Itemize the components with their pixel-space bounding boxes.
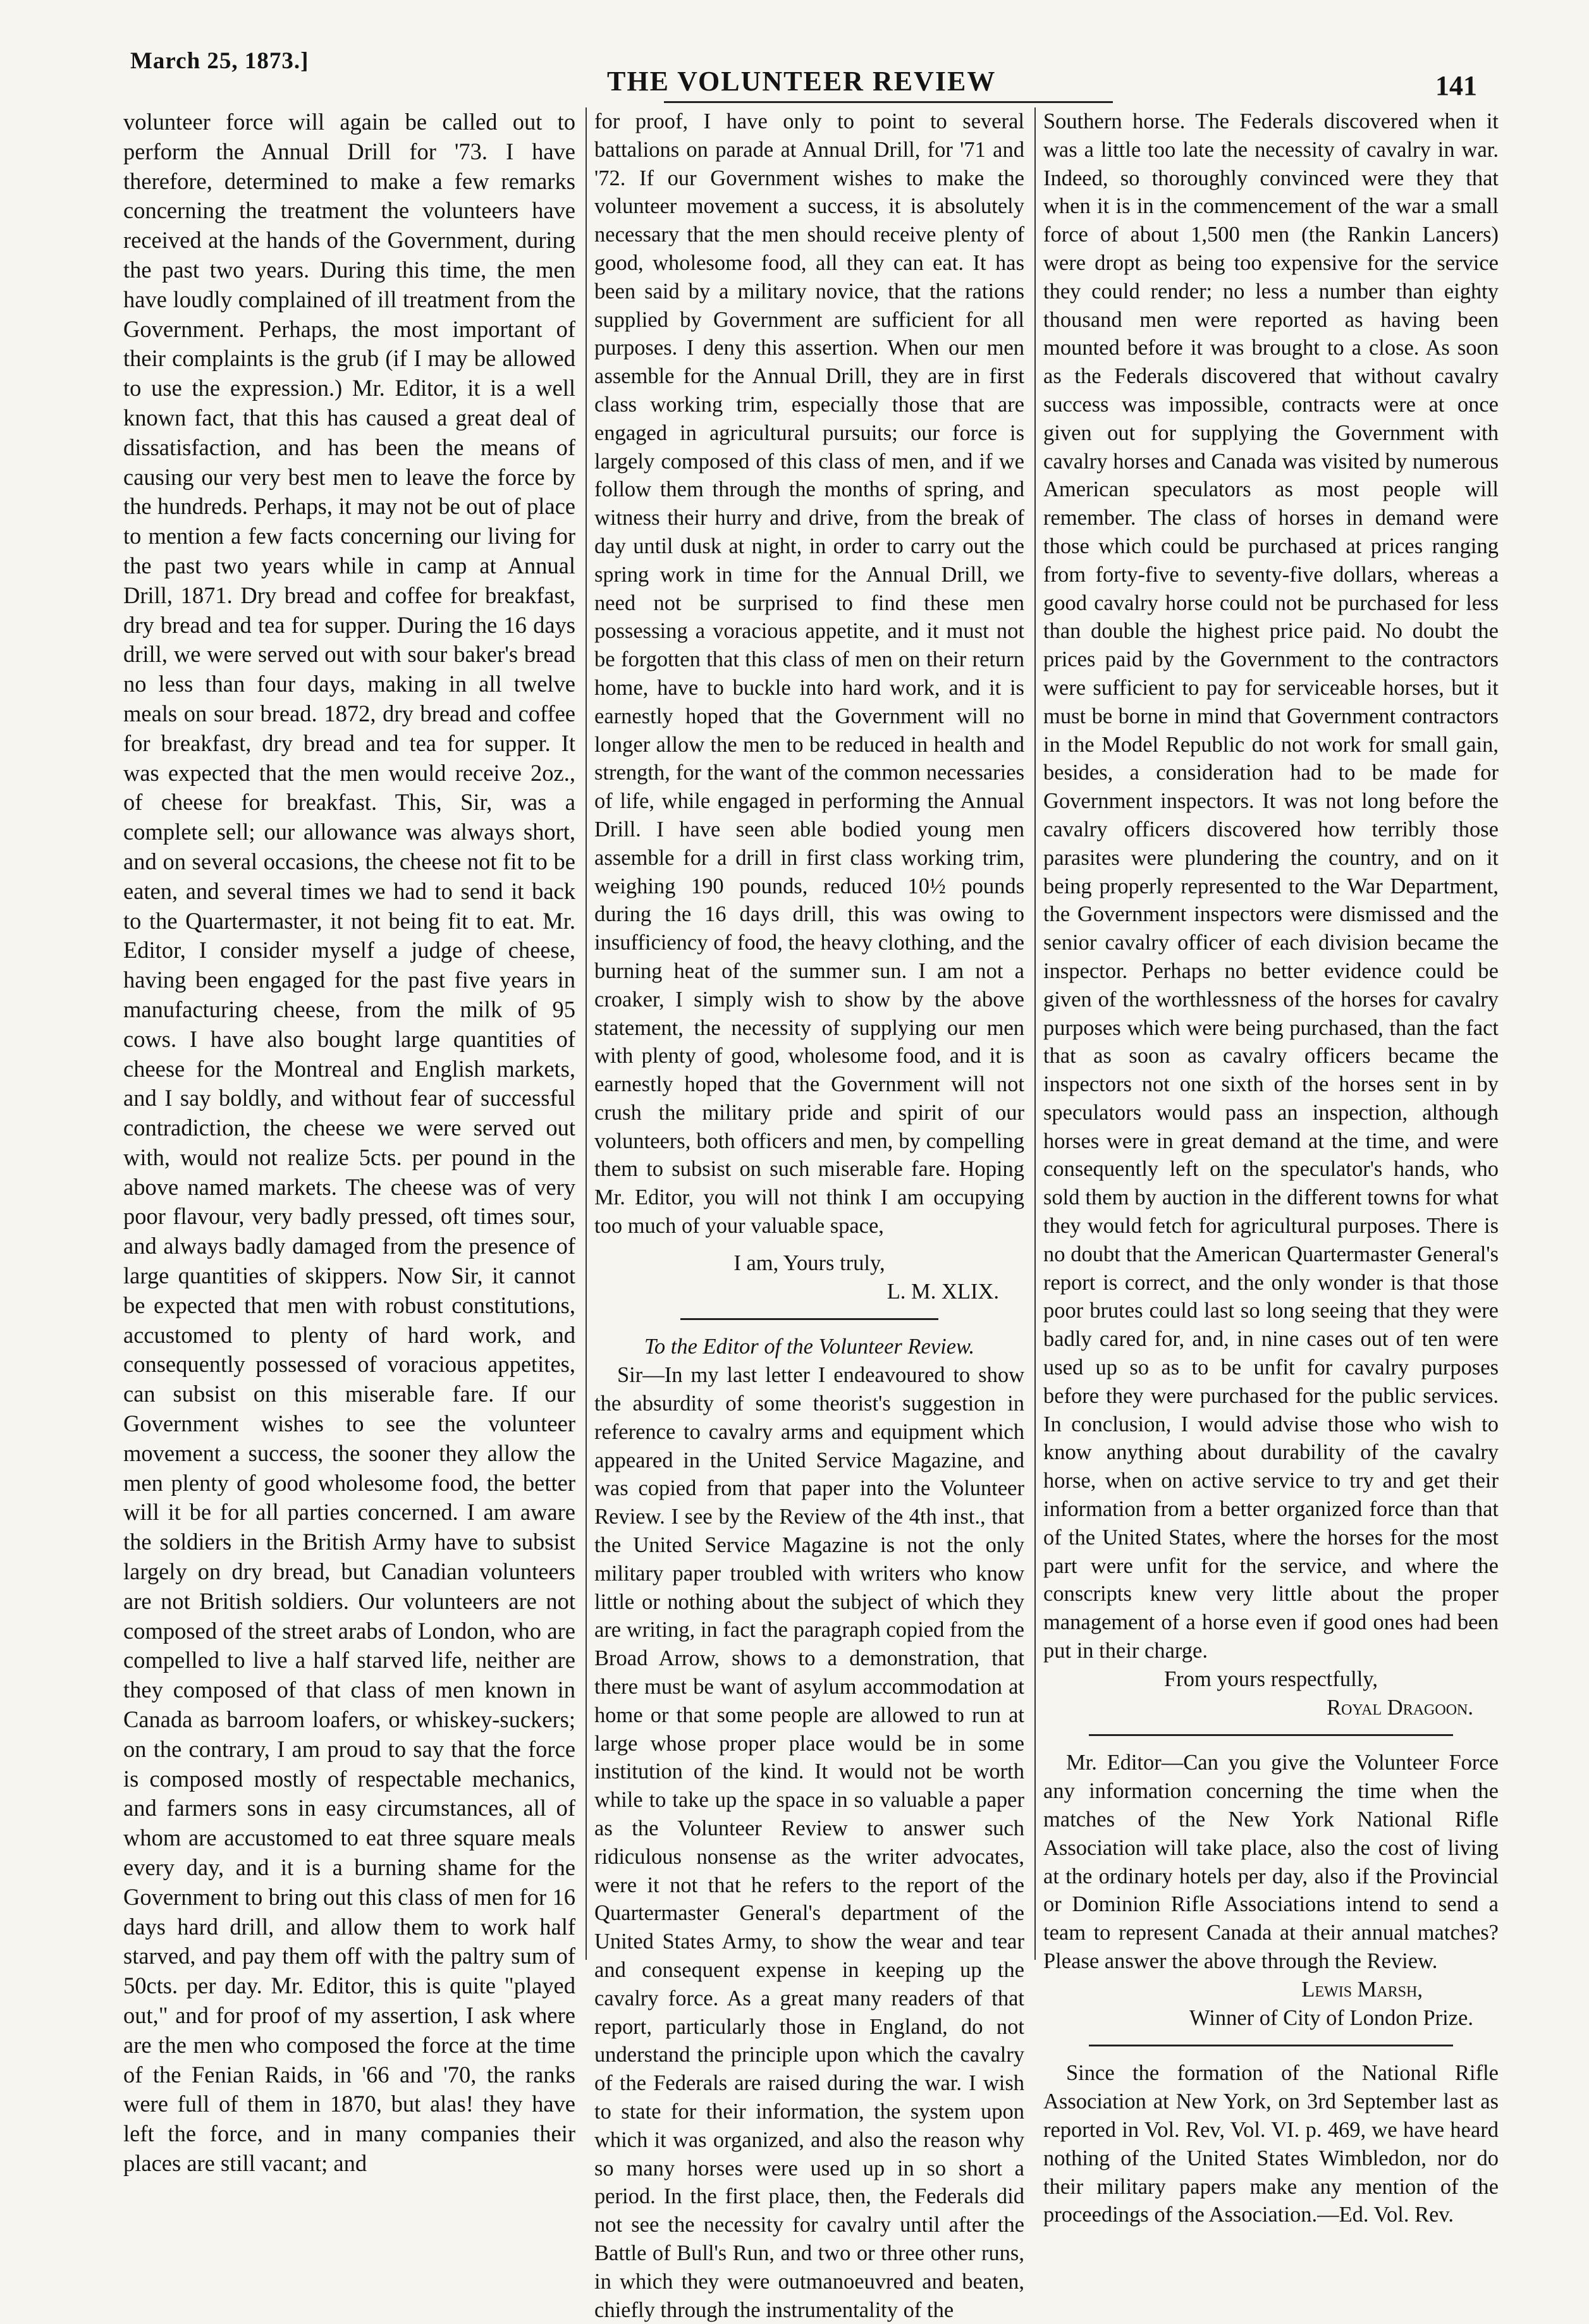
letter-2-body-part-2: Southern horse. The Federals discovered when it was a little too late the necessity of cavalry in war. Indeed, so thoroughly convinced were they that when it is in the commencement of the war a small force of about 1,500 men (the Rankin Lancers) were dropt as being too expensive for the service they could render; no less a number than eighty thousand men were reported as having been mounted before it was brought to a close. As soon as the Federals discovered that without cavalry success was impossible, contracts were at once given out for supplying the Government with cavalry horses and Canada was visited by numerous American speculators as most people will remember. The class of horses in demand were those which could be purchased at prices ranging from forty-five to seventy-five dollars, whereas a good cavalry horse could not be purchased for less than double the highest price paid. No doubt the prices paid by the Government to the contractors were sufficient to pay for serviceable horses, but it must be borne in mind that Government contractors in the Model Republic do not work for small gain, besides, a consideration had to be made for Government inspectors. It was not long before the cavalry officers discovered how terribly those parasites were plundering the country, and on it being properly represented to the War Department, the Government inspectors were dismissed and the senior cavalry officer of each division became the inspector. Perhaps no better evidence could be given of the worthlessness of the horses for cavalry purposes which were being purchased, than the fact that as soon as cavalry officers became the inspectors not one sixth of the horses sent in by speculators would pass an inspection, although horses were in great demand at the time, and were consequently left on the speculator's hands, who sold them by auction in the different towns for what they would fetch for agricultural purposes. There is no doubt that the American Quartermaster General's report is correct, and the only wonder is that those poor brutes could last so long seeing that they were badly cared for, and, in nine cases out of ten were used up so as to be unfit for cavalry purposes before they were purchased for the public services. In conclusion, I would advise those who wish to know anything about durability of the cavalry horse, when on active service to try and get their information from a better organized force than that of the United States, where the horses for the most part were unfit for the service, and where the conscripts knew very little about the proper management of a horse even if good ones had been put in their charge.: [1043, 109, 1499, 1663]
page-number: 141: [1435, 70, 1477, 101]
publication-title: THE VOLUNTEER REVIEW: [607, 66, 997, 97]
letter-1-body-part-1: volunteer force will again be called out to perform the Annual Drill for '73. I have therefore, determined to make a few remarks concerning the treatment the volunteers have received at the hands of the Government, during the past two years. During this time, the men have loudly complained of ill treatment from the Government. Perhaps, the most important of their complaints is the grub (if I may be allowed to use the expression.) Mr. Editor, it is a well known fact, that this has caused a great deal of dissatisfaction, and has been the means of causing our very best men to leave the force by the hundreds. Perhaps, it may not be out of place to mention a few facts concerning our living for the past two years while in camp at Annual Drill, 1871. Dry bread and coffee for breakfast, dry bread and tea for supper. During the 16 days drill, we were served out with sour baker's bread no less than four days, making in all twelve meals on sour bread. 1872, dry bread and coffee for breakfast, dry bread and tea for supper. It was expected that the men would receive 2oz., of cheese for breakfast. This, Sir, was a complete sell; our allowance was always short, and on several occasions, the cheese not fit to be eaten, and several times we had to send it back to the Quartermaster, it not being fit to eat. Mr. Editor, I consider myself a judge of cheese, having been engaged for the past five years in manufacturing cheese, from the milk of 95 cows. I have also bought large quantities of cheese for the Montreal and English markets, and I say boldly, and without fear of successful contradiction, the cheese we were served out with, would not realize 5cts. per pound in the above named markets. The cheese was of very poor flavour, very badly pressed, oft times sour, and always badly damaged from the presence of large quantities of skippers. Now Sir, it cannot be expected that men with robust constitutions, accustomed to plenty of hard work, and consequently possessed of voracious appetites, can subsist on this miserable fare. If our Government wishes to see the volunteer movement a success, the sooner they allow the men plenty of good wholesome food, the better will it be for all parties concerned. I am aware the soldiers in the British Army have to subsist largely on dry bread, but Canadian volunteers are not British soldiers. Our volunteers are not composed of the street arabs of London, who are compelled to live a half starved life, neither are they composed of that class of men known in Canada as barroom loafers, or whiskey-suckers; on the contrary, I am proud to say that the force is composed mostly of respectable mechanics, and farmers sons in easy circumstances, all of whom are accustomed to eat three square meals every day, and it is a burning shame for the Government to bring out this class of men for 16 days hard drill, and allow them to work half starved, and pay them off with the paltry sum of 50cts. per day. Mr. Editor, this is quite "played out," and for proof of my assertion, I ask where are the men who composed the force at the time of the Fenian Raids, in '66 and '70, the ranks were full of them in 1870, but alas! they have left the force, and in many companies their places are still vacant; and: [123, 109, 575, 2176]
section-rule-2: [1089, 1734, 1453, 1736]
column-1: [123, 107, 575, 2176]
letter-2-signature: Royal Dragoon.: [1327, 1695, 1473, 1720]
page-header: [0, 0, 1589, 101]
letter-2-sign-off: From yours respectfully,: [1164, 1667, 1378, 1691]
letter-3-signature-title: Winner of City of London Prize.: [1189, 2005, 1473, 2030]
column-divider-2: [1034, 107, 1036, 1960]
column-3: [1043, 107, 1499, 2227]
letter-1-body-part-2: for proof, I have only to point to several battalions on parade at Annual Drill, for '71 and '72. If our Government wishes to make the volunteer movement a success, it is absolutely necessary that the men should receive plenty of good, wholesome food, all they can eat. It has been said by a military novice, that the rations supplied by Government are sufficient for all purposes. I deny this assertion. When our men assemble for the Annual Drill, they are in first class working trim, especially those that are engaged in agricultural pursuits; our force is largely composed of this class of men, and if we follow them through the months of spring, and witness their hurry and drive, from the break of day until dusk at night, in order to carry out the spring work in time for the Annual Drill, we need not be surprised to find these men possessing a voracious appetite, and it must not be forgotten that this class of men on their return home, have to buckle into hard work, and it is earnestly hoped that the Government will no longer allow the men to be reduced in health and strength, for the want of the common necessaries of life, while engaged in performing the Annual Drill. I have seen able bodied young men assemble for a drill in first class working trim, weighing 190 pounds, reduced 10½ pounds during the 16 days drill, this was owing to insufficiency of food, the heavy clothing, and the burning heat of the summer sun. I am not a croaker, I simply wish to show by the above statement, the necessity of supplying our men with plenty of good, wholesome food, and it is earnestly hoped that the Government will not crush the military pride and spirit of our volunteers, both officers and men, by compelling them to subsist on such miserable fare. Hoping Mr. Editor, you will not think I am occupying too much of your valuable space,: [594, 109, 1024, 1238]
header-rule: [664, 101, 1113, 103]
letter-2-heading: To the Editor of the Volunteer Review.: [644, 1335, 975, 1359]
letter-1-signature: L. M. XLIX.: [887, 1279, 999, 1304]
column-divider-1: [586, 107, 587, 1960]
section-rule-1: [680, 1318, 938, 1320]
letter-3-body: Mr. Editor—Can you give the Volunteer Force any information concerning the time when the matches of the New York National Rifle Association will take place, also the cost of living at the ordinary hotels per day, also if the Provincial or Dominion Rifle Associations intend to send a team to represent Canada at their annual matches? Please answer the above through the Review.: [1043, 1751, 1499, 1973]
section-rule-3: [1089, 2045, 1453, 2046]
editor-note: Since the formation of the National Rifle Association at New York, on 3rd September last as reported in Vol. Rev, Vol. VI. p. 469, we have heard nothing of the United States Wimbledon, nor do their military papers make any mention of the proceedings of the Association.—Ed. Vol. Rev.: [1043, 2061, 1499, 2227]
letter-3-signature: Lewis Marsh,: [1301, 1977, 1423, 2002]
letter-1-sign-off: I am, Yours truly,: [733, 1251, 885, 1275]
column-2: [594, 107, 1024, 2322]
issue-date: March 25, 1873.]: [130, 48, 309, 74]
letter-2-body-part-1: Sir—In my last letter I endeavoured to show the absurdity of some theorist's suggestion in reference to cavalry arms and equipment which appeared in the United Service Magazine, and was copied from that paper into the Volunteer Review. I see by the Review of the 4th inst., that the United Service Magazine is not the only military paper troubled with writers who know little or nothing about the subject of which they are writing, in fact the paragraph copied from the Broad Arrow, shows to a demonstration, that there must be want of asylum accommodation at home or that some people are allowed to run at large whose proper place would be in some institution of the kind. It would not be worth while to take up the space in so valuable a paper as the Volunteer Review to answer such ridiculous nonsense as the writer advocates, were it not that he refers to the report of the Quartermaster General's department of the United States Army, to show the wear and tear and consequent expense in keeping up the cavalry force. As a great many readers of that report, particularly those in England, do not understand the principle upon which the cavalry of the Federals are raised during the war. I wish to state for their information, the system upon which it was organized, and also the reason why so many horses were used up in so short a period. In the first place, then, the Federals did not see the necessity for cavalry until after the Battle of Bull's Run, and two or three other runs, in which they were outmanoeuvred and beaten, chiefly through the instrumentality of the: [594, 1363, 1024, 2322]
